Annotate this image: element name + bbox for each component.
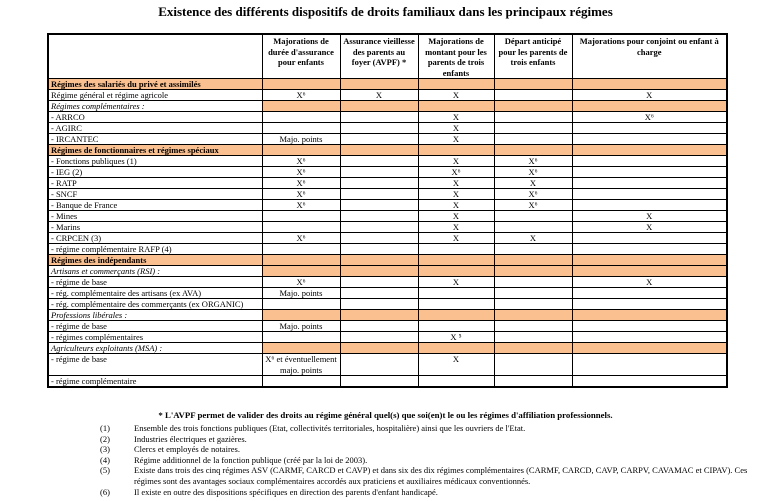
table-cell xyxy=(418,244,494,255)
footnote-item xyxy=(100,434,768,445)
row-label: - régime de base xyxy=(48,354,262,376)
column-header: Départ anticipé pour les parents de trois enfants xyxy=(494,34,572,79)
table-cell xyxy=(494,310,572,321)
table-row xyxy=(48,244,727,255)
table-cell xyxy=(572,288,727,299)
section-row xyxy=(48,145,727,156)
table-cell xyxy=(340,343,418,354)
table-cell: X⁶ xyxy=(494,200,572,211)
table-cell xyxy=(494,222,572,233)
table-cell: X xyxy=(418,211,494,222)
row-label: - Banque de France xyxy=(48,200,262,211)
table-cell xyxy=(340,266,418,277)
subsection-row xyxy=(48,266,727,277)
table-cell xyxy=(572,310,727,321)
row-label: Régimes complémentaires : xyxy=(48,101,262,112)
table-cell xyxy=(572,233,727,244)
table-row xyxy=(48,321,727,332)
column-header: Assurance vieillesse des parents au foyer (AVPF) * xyxy=(340,34,418,79)
table-cell xyxy=(340,112,418,123)
table-cell: Majo. points xyxy=(262,288,340,299)
table-cell: X⁶ xyxy=(572,112,727,123)
table-cell xyxy=(572,354,727,376)
table-cell xyxy=(494,332,572,343)
table-cell xyxy=(418,145,494,156)
footnote-item xyxy=(100,455,768,466)
table-cell xyxy=(340,321,418,332)
table-cell xyxy=(494,288,572,299)
table-cell: X⁶ xyxy=(494,156,572,167)
subsection-row xyxy=(48,101,727,112)
table-cell xyxy=(494,101,572,112)
table-cell: X⁶ et éventuellement majo. points xyxy=(262,354,340,376)
table-cell xyxy=(340,178,418,189)
table-row xyxy=(48,167,727,178)
row-label: Régimes de fonctionnaires et régimes spéciaux xyxy=(48,145,262,156)
row-label: Professions libérales : xyxy=(48,310,262,321)
table-cell xyxy=(340,244,418,255)
table-cell xyxy=(340,222,418,233)
table-cell xyxy=(494,211,572,222)
table-cell xyxy=(340,156,418,167)
table-cell xyxy=(340,101,418,112)
table-row xyxy=(48,112,727,123)
table-cell xyxy=(572,79,727,90)
table-cell xyxy=(262,244,340,255)
table-cell xyxy=(572,299,727,310)
table-cell xyxy=(494,134,572,145)
table-cell xyxy=(572,266,727,277)
table-cell xyxy=(494,266,572,277)
table-cell xyxy=(494,244,572,255)
table-cell xyxy=(494,277,572,288)
table-cell: X xyxy=(494,178,572,189)
table-cell: Majo. points xyxy=(262,321,340,332)
table-cell xyxy=(494,90,572,101)
table-cell: X⁶ xyxy=(262,233,340,244)
table-cell xyxy=(340,189,418,200)
table-cell: X⁶ xyxy=(494,189,572,200)
row-label: - rég. complémentaire des commerçants (ex ORGANIC) xyxy=(48,299,262,310)
table-cell xyxy=(262,376,340,388)
table-cell xyxy=(418,101,494,112)
footnote-item xyxy=(100,444,768,455)
table-row xyxy=(48,134,727,145)
row-label: - rég. complémentaire des artisans (ex AVA) xyxy=(48,288,262,299)
column-header: Majorations pour conjoint ou enfant à charge xyxy=(572,34,727,79)
table-cell xyxy=(494,343,572,354)
table-cell xyxy=(572,189,727,200)
table-cell xyxy=(572,145,727,156)
avpf-star-footnote: * L'AVPF permet de valider des droits au régime général quel(s) que soi(en)t le ou les régimes d'affiliation professionnels. xyxy=(158,410,613,420)
table-cell xyxy=(262,299,340,310)
table-cell xyxy=(340,200,418,211)
table-row xyxy=(48,376,727,388)
table-cell xyxy=(572,321,727,332)
table-row xyxy=(48,123,727,134)
header-row xyxy=(48,34,727,79)
table-row xyxy=(48,354,727,376)
table-cell xyxy=(262,255,340,266)
table-row xyxy=(48,211,727,222)
footnote-number: (5) xyxy=(100,465,110,476)
table-cell: X⁶ xyxy=(262,178,340,189)
table-cell xyxy=(262,101,340,112)
table-cell xyxy=(572,376,727,388)
table-cell xyxy=(262,222,340,233)
table-cell xyxy=(418,310,494,321)
table-cell xyxy=(418,288,494,299)
table-cell xyxy=(572,134,727,145)
row-label: - régime complémentaire xyxy=(48,376,262,388)
table-cell: X xyxy=(418,90,494,101)
table-cell xyxy=(340,299,418,310)
table-cell xyxy=(262,211,340,222)
table-cell xyxy=(262,123,340,134)
row-label: - IEG (2) xyxy=(48,167,262,178)
table-row xyxy=(48,299,727,310)
table-cell: X ⁵ xyxy=(418,332,494,343)
table-cell xyxy=(340,134,418,145)
table-cell xyxy=(262,112,340,123)
table-cell: X xyxy=(418,123,494,134)
family-rights-table xyxy=(47,33,728,388)
footnote-number: (6) xyxy=(100,486,110,497)
row-label: - régime de base xyxy=(48,277,262,288)
row-label: - Mines xyxy=(48,211,262,222)
table-cell: X xyxy=(418,112,494,123)
footnote-item xyxy=(100,487,768,498)
row-label: - AGIRC xyxy=(48,123,262,134)
table-row xyxy=(48,288,727,299)
table-cell xyxy=(572,343,727,354)
table-cell xyxy=(340,123,418,134)
table-cell xyxy=(418,299,494,310)
table-cell xyxy=(572,123,727,134)
row-label: - Fonctions publiques (1) xyxy=(48,156,262,167)
table-cell xyxy=(340,354,418,376)
table-cell xyxy=(262,332,340,343)
table-cell: X xyxy=(418,156,494,167)
table-cell: X xyxy=(494,233,572,244)
table-cell xyxy=(494,79,572,90)
table-cell xyxy=(340,277,418,288)
table-cell: X xyxy=(418,233,494,244)
row-label: - IRCANTEC xyxy=(48,134,262,145)
row-label: - RATP xyxy=(48,178,262,189)
table-cell: X xyxy=(418,178,494,189)
row-label: - régime de base xyxy=(48,321,262,332)
table-cell xyxy=(418,266,494,277)
subsection-row xyxy=(48,310,727,321)
table-cell xyxy=(418,79,494,90)
table-cell xyxy=(572,255,727,266)
row-label: - régimes complémentaires xyxy=(48,332,262,343)
table-cell xyxy=(340,255,418,266)
table-cell xyxy=(494,299,572,310)
table-cell xyxy=(572,101,727,112)
table-cell: X⁶ xyxy=(262,90,340,101)
footnote-number: (4) xyxy=(100,454,110,465)
row-label: Agriculteurs exploitants (MSA) : xyxy=(48,343,262,354)
table-cell xyxy=(262,310,340,321)
corner-header-cell xyxy=(48,34,262,79)
table-row xyxy=(48,156,727,167)
table-cell: X xyxy=(340,90,418,101)
footnote-item xyxy=(100,465,768,486)
table-cell: X xyxy=(572,90,727,101)
footnote-text: Régime additionnel de la fonction publique (créé par la loi de 2003). xyxy=(134,454,368,465)
table-cell xyxy=(418,321,494,332)
row-label: - CRPCEN (3) xyxy=(48,233,262,244)
table-cell: X⁶ xyxy=(418,167,494,178)
table-cell xyxy=(340,332,418,343)
column-header: Majorations de durée d'assurance pour enfants xyxy=(262,34,340,79)
row-label: Régime général et régime agricole xyxy=(48,90,262,101)
footnote-number: (1) xyxy=(100,423,110,433)
table-header xyxy=(48,34,727,79)
table-cell xyxy=(340,288,418,299)
table-cell xyxy=(340,145,418,156)
table-cell xyxy=(340,233,418,244)
table-cell xyxy=(340,376,418,388)
table-body xyxy=(48,79,727,388)
table-cell: X xyxy=(418,222,494,233)
footnote-text: Il existe en outre des dispositions spécifiques en direction des parents d'enfant handicapé. xyxy=(134,486,438,497)
table-cell: X⁶ xyxy=(262,189,340,200)
table-cell xyxy=(262,266,340,277)
table-cell: X xyxy=(572,211,727,222)
table-cell xyxy=(494,321,572,332)
table-row xyxy=(48,200,727,211)
table-row xyxy=(48,277,727,288)
footnote-item xyxy=(100,423,768,434)
table-cell: X⁶ xyxy=(262,156,340,167)
section-row xyxy=(48,79,727,90)
table-cell: X xyxy=(418,354,494,376)
table-cell xyxy=(494,376,572,388)
table-row xyxy=(48,178,727,189)
column-header: Majorations de montant pour les parents de trois enfants xyxy=(418,34,494,79)
table-cell: X xyxy=(572,222,727,233)
table-cell xyxy=(262,145,340,156)
page-title: Existence des différents dispositifs de droits familiaux dans les principaux régimes xyxy=(158,4,613,19)
table-cell: X xyxy=(418,189,494,200)
table-cell: X xyxy=(418,134,494,145)
table-cell: X⁶ xyxy=(262,200,340,211)
row-label: - SNCF xyxy=(48,189,262,200)
table-cell xyxy=(418,376,494,388)
table-row xyxy=(48,189,727,200)
footnote-text: Clercs et employés de notaires. xyxy=(134,444,240,455)
table-cell xyxy=(418,255,494,266)
table-cell: X⁶ xyxy=(262,167,340,178)
table-cell xyxy=(262,343,340,354)
row-label: Régimes des salariés du privé et assimilés xyxy=(48,79,262,90)
table-cell: X xyxy=(418,277,494,288)
footnote-text: Existe dans trois des cinq régimes ASV (CARMF, CARCD et CAVP) et dans six des dix régimes complémentaires (CARMF, CARCD, CAVP, CARPV, CAVAMAC et CIPAV). Ces régimes sont des avantages sociaux complémentaires accordés aux praticiens et auxiliaires médicaux conventionnés. xyxy=(134,465,748,486)
row-label: Régimes des indépendants xyxy=(48,255,262,266)
table-cell xyxy=(494,112,572,123)
table-cell: X⁶ xyxy=(262,277,340,288)
section-row xyxy=(48,255,727,266)
row-label: Artisans et commerçants (RSI) : xyxy=(48,266,262,277)
footnote-text: Industries électriques et gazières. xyxy=(134,433,247,444)
footnote-number: (2) xyxy=(100,433,110,444)
table-row xyxy=(48,233,727,244)
table-cell xyxy=(340,79,418,90)
row-label: - ARRCO xyxy=(48,112,262,123)
table-row xyxy=(48,332,727,343)
subsection-row xyxy=(48,343,727,354)
table-cell: X⁶ xyxy=(494,167,572,178)
table-cell: X xyxy=(572,277,727,288)
footnote-list xyxy=(100,423,768,497)
table-cell: Majo. points xyxy=(262,134,340,145)
table-cell xyxy=(340,167,418,178)
table-cell xyxy=(494,123,572,134)
table-cell xyxy=(262,79,340,90)
table-cell xyxy=(494,145,572,156)
table-cell xyxy=(340,211,418,222)
footnote-number: (3) xyxy=(100,444,110,455)
table-row xyxy=(48,90,727,101)
footnote-text: Ensemble des trois fonctions publiques (Etat, collectivités territoriales, hospitalière) ainsi que les ouvriers de l'Etat. xyxy=(134,423,526,433)
table-cell xyxy=(572,167,727,178)
table-cell xyxy=(494,354,572,376)
row-label: - Marins xyxy=(48,222,262,233)
table-cell: X xyxy=(418,200,494,211)
table-cell xyxy=(572,332,727,343)
table-cell xyxy=(572,156,727,167)
row-label: - régime complémentaire RAFP (4) xyxy=(48,244,262,255)
table-cell xyxy=(418,343,494,354)
table-cell xyxy=(572,200,727,211)
table-cell xyxy=(572,178,727,189)
table-cell xyxy=(572,244,727,255)
table-row xyxy=(48,222,727,233)
table-cell xyxy=(340,310,418,321)
table-cell xyxy=(494,255,572,266)
